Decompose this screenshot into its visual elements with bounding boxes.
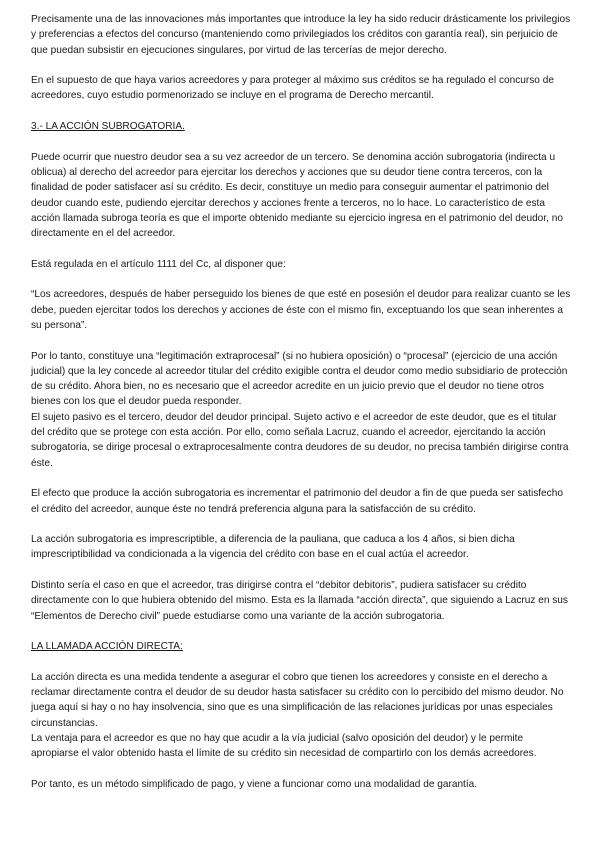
paragraph-sujetos: El sujeto pasivo es el tercero, deudor del deudor principal. Sujeto activo e el acreedor de este deudor, que es el titular del crédito que se protege con esta acción. Por ello, como señala Lacruz, cuando el acreedor, ejercitando la acción subrogatoria, se dirige procesal o extraprocesalmente contra deudores de su deudor, no precisa también dirigirse contra éste.	[31, 411, 569, 469]
paragraph-debitor-debitoris: Distinto sería el caso en que el acreedor, tras dirigirse contra el “debitor debitoris”, pudiera satisfacer su crédito directamente con lo que hubiera obtenido del mismo. Esta es la llamada “acción directa”, que siguiendo a Lacruz en sus “Elementos de Derecho civil” puede estudiarse como una variante de la acción subrogatoria.	[31, 579, 568, 622]
paragraph-regulacion: Está regulada en el artículo 1111 del Cc, al disponer que:	[31, 258, 286, 270]
section-heading-accion-directa: LA LLAMADA ACCIÓN DIRECTA:	[31, 641, 183, 653]
paragraph-ventaja: La ventaja para el acreedor es que no hay que acudir a la vía judicial (salvo oposición del deudor) y le permite apropiarse el valor obtenido hasta el límite de su crédito sin necesidad de compartirlo con los demás acreedores.	[31, 732, 537, 760]
paragraph-efecto: El efecto que produce la acción subrogatoria es incrementar el patrimonio del deudor a fin de que pueda ser satisfecho el crédito del acreedor, aunque éste no tendrá preferencia alguna para la satisfacción de su crédito.	[31, 488, 563, 515]
paragraph-imprescriptible: La acción subrogatoria es imprescriptible, a diferencia de la pauliana, que caduca a los 4 años, si bien dicha imprescriptibilidad va condicionada a la vigencia del crédito con base en el cual actúa el acreedor.	[31, 534, 515, 561]
paragraph-concurso: En el supuesto de que haya varios acreedores y para proteger al máximo sus créditos se ha regulado el concurso de acreedores, cuyo estudio pormenorizado se incluye en el programa de Derecho mercantil.	[31, 75, 554, 102]
paragraph-legitimacion: Por lo tanto, constituye una “legitimación extraprocesal” (si no hubiera oposición) o “procesal” (ejercicio de una acción judicial) que la ley concede al acreedor titular del crédito exigible contra el deudor como medio subsidiario de protección de su crédito. Ahora bien, no es necesario que el acreedor acredite en un juicio previo que el deudor no tiene otros bienes con los que el deudor pueda responder.	[31, 350, 568, 408]
paragraph-definicion: Puede ocurrir que nuestro deudor sea a su vez acreedor de un tercero. Se denomina acción subrogatoria (indirecta u oblicua) al derecho del acreedor para ejercitar los derechos y acciones que su deudor tiene contra terceros, con la finalidad de poder satisfacer así su crédito. Es decir, constituye un medio para conseguir aumentar el patrimonio del deudor cuando este, pudiendo ejercitar derechos y acciones frente a terceros, no lo hace. Lo característico de esta acción llamada subroga teoría es que el importe obtenido mediante su ejercicio ingresa en el patrimonio del deudor, no directamente en el del acreedor.	[31, 151, 563, 240]
paragraph-metodo-pago: Por tanto, es un método simplificado de pago, y viene a funcionar como una modalidad de garantía.	[31, 778, 478, 790]
paragraph-cita-articulo: “Los acreedores, después de haber perseguido los bienes de que esté en posesión el deudor para realizar cuanto se les debe, pueden ejercitar todos los derechos y acciones de éste con el mismo fin, exceptuando los que sean inherentes a su persona”.	[31, 289, 571, 331]
document-page	[31, 12, 571, 807]
paragraph-privilegios: Precisamente una de las innovaciones más importantes que introduce la ley ha sido reducir drásticamente los privilegios y preferencias a efectos del concurso (manteniendo como privilegiados los créditos con garantía real), sin perjuicio de que puedan subsistir en ejecuciones singulares, por virtud de las tercerías de mejor derecho.	[31, 14, 571, 56]
section-heading-accion-subrogatoria: 3.- LA ACCIÓN SUBROGATORIA.	[31, 121, 185, 133]
paragraph-accion-directa: La acción directa es una medida tendente a asegurar el cobro que tienen los acreedores y consiste en el derecho a reclamar directamente contra el deudor de su deudor hasta satisfacer su crédito con lo percibido del mismo deudor. No juega aquí si hay o no hay insolvencia, sino que es una simplificación de las relaciones jurídicas por unas especiales circunstancias.	[31, 671, 564, 729]
